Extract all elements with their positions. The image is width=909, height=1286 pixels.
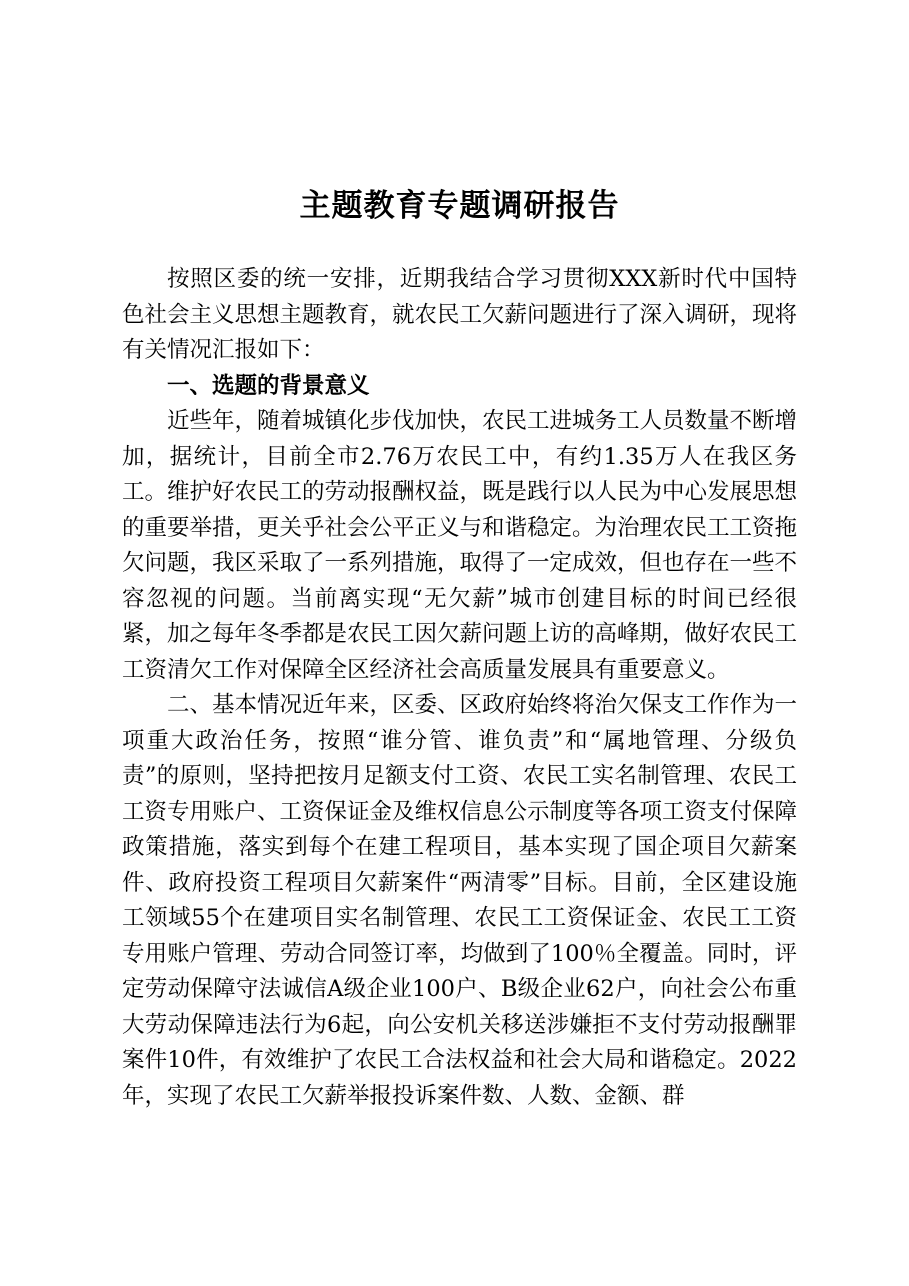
section-heading-background: 一、选题的背景意义: [167, 372, 370, 399]
intro-paragraph: 按照区委的统一安排，近期我结合学习贯彻XXX新时代中国特色社会主义思想主题教育，就农民工欠薪问题进行了深入调研，现将有关情况汇报如下：: [122, 266, 798, 363]
document-page: [122, 180, 797, 1114]
section-basic-situation-paragraph: 二、基本情况近年来，区委、区政府始终将治欠保支工作作为一项重大政治任务，按照“谁分管、谁负责”和“属地管理、分级负责”的原则，坚持把按月足额支付工资、农民工实名制管理、农民工工资专用账户、工资保证金及维权信息公示制度等各项工资支付保障政策措施，落实到每个在建工程项目，基本实现了国企项目欠薪案件、政府投资工程项目欠薪案件“两清零”目标。目前，全区建设施工领域55个在建项目实名制管理、农民工工资保证金、农民工工资专用账户管理、劳动合同签订率，均做到了100％全覆盖。同时，评定劳动保障守法诚信A级企业100户、B级企业62户，向社会公布重大劳动保障违法行为6起，向公安机关移送涉嫌拒不支付劳动报酬罪案件10件，有效维护了农民工合法权益和社会大局和谐稳定。2022年，实现了农民工欠薪举报投诉案件数、人数、金额、群: [122, 692, 798, 1109]
document-title: 主题教育专题调研报告: [299, 188, 620, 224]
section-background-paragraph: 近些年，随着城镇化步伐加快，农民工进城务工人员数量不断增加，据统计，目前全市2.76万农民工中，有约1.35万人在我区务工。维护好农民工的劳动报酬权益，既是践行以人民为中心发展思想的重要举措，更关乎社会公平正义与和谐稳定。为治理农民工工资拖欠问题，我区采取了一系列措施，取得了一定成效，但也存在一些不容忽视的问题。当前离实现“无欠薪”城市创建目标的时间已经很紧，加之每年冬季都是农民工因欠薪问题上访的高峰期，做好农民工工资清欠工作对保障全区经济社会高质量发展具有重要意义。: [122, 408, 798, 683]
